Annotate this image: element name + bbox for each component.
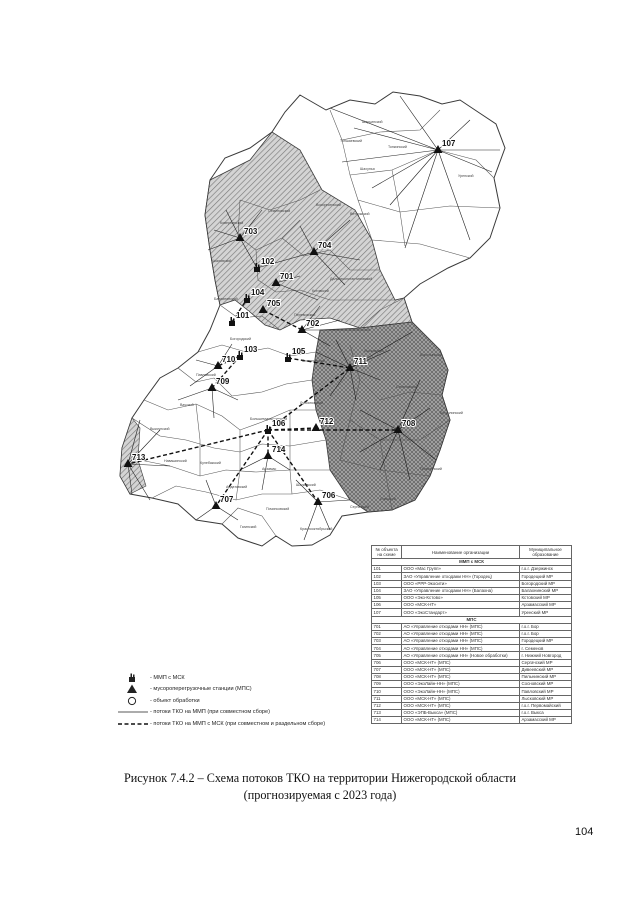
district-label: Балахнинский: [214, 297, 238, 301]
cell-organization: АО «Управление отходами НН» (МПС): [402, 645, 520, 652]
facility-label: 706: [322, 491, 336, 500]
district-label: Тонкинский: [388, 145, 407, 149]
cell-municipality: Арзамасский МР: [520, 717, 572, 724]
cell-number: 709: [372, 681, 402, 688]
cell-municipality: г. Семенов: [520, 645, 572, 652]
facility-label: 703: [244, 227, 258, 236]
cell-municipality: Богородский МР: [520, 580, 572, 587]
cell-number: 711: [372, 695, 402, 702]
cell-number: 714: [372, 717, 402, 724]
cell-number: 106: [372, 602, 402, 609]
solid-line-icon: [118, 707, 148, 717]
cell-organization: ООО «ЭкоЛайн-НН» (МПС): [402, 681, 520, 688]
legend-row-ops: [118, 695, 368, 707]
cell-number: 107: [372, 609, 402, 616]
section-title: МПС: [372, 616, 572, 623]
legend-dashed-label: - потоки ТКО на ММП с МСК (при совместном и раздельном сборе): [150, 720, 326, 727]
facility-label: 104: [251, 288, 265, 297]
facility-label: 714: [272, 445, 286, 454]
cell-number: 702: [372, 630, 402, 637]
legend-mmp-label: - ММП с МСК: [150, 674, 185, 681]
facility-label: 710: [222, 355, 236, 364]
legend-mps-label: - мусороперегрузочные станции (МПС): [150, 686, 252, 693]
table-row: [372, 702, 572, 709]
cell-number: 103: [372, 580, 402, 587]
cell-municipality: Арзамасский МР: [520, 602, 572, 609]
cell-municipality: Сосновский МР: [520, 681, 572, 688]
facility-label: 709: [216, 377, 230, 386]
cell-number: 710: [372, 688, 402, 695]
district-label: Навашинский: [164, 459, 187, 463]
facility-label: 106: [272, 419, 286, 428]
cell-organization: ООО «ЭкоСтандарт»: [402, 609, 520, 616]
header-number: № объекта на схеме: [372, 546, 402, 559]
district-label: Выксунский: [150, 427, 170, 431]
district-label: Вачский: [180, 403, 194, 407]
table-row: [372, 652, 572, 659]
district-label: Кстовский: [312, 289, 329, 293]
table-row: [372, 695, 572, 702]
table-row: [372, 688, 572, 695]
cell-number: 701: [372, 623, 402, 630]
district-label: Лукояновский: [300, 401, 323, 405]
cell-municipality: г.о.г. Бор: [520, 623, 572, 630]
cell-number: 101: [372, 566, 402, 573]
legend-row-mmp: [118, 672, 368, 684]
cell-organization: АО «Управление отходами НН» (Новое обработки): [402, 652, 520, 659]
cell-organization: ЗАО «Управление отходами НН» (Городец): [402, 573, 520, 580]
district-label: Ковернинский: [220, 221, 244, 225]
cell-municipality: Сергачский МР: [520, 659, 572, 666]
cell-municipality: Пильнинский МР: [520, 674, 572, 681]
cell-organization: ООО «Эко-Кстово»: [402, 594, 520, 601]
legend-solid-label: - потоки ТКО на ММП (при совместном сборе): [150, 709, 271, 716]
district-label: Арзамас: [262, 467, 277, 471]
cell-municipality: Кстовский МР: [520, 594, 572, 601]
cell-number: 104: [372, 587, 402, 594]
cell-number: 708: [372, 674, 402, 681]
cell-organization: ООО «ЭПБ-Выкса» (МПС): [402, 709, 520, 716]
organizations-table: [371, 545, 572, 724]
district-label: Богородский: [230, 337, 251, 341]
cell-number: 713: [372, 709, 402, 716]
district-label: Лысковский: [364, 349, 384, 353]
cell-organization: ООО «МСК-НТ»: [402, 602, 520, 609]
table-row: [372, 666, 572, 673]
legend-row-mps: [118, 684, 368, 696]
cell-number: 105: [372, 594, 402, 601]
cell-municipality: Дивеевский МР: [520, 666, 572, 673]
cell-municipality: Лысковский МР: [520, 695, 572, 702]
cell-municipality: Городецкий МР: [520, 573, 572, 580]
district-label: Кулебакский: [200, 461, 221, 465]
district-label: Уренский: [458, 174, 474, 178]
table-row: [372, 681, 572, 688]
mps-icon: [118, 684, 148, 694]
cell-number: 102: [372, 573, 402, 580]
organizations-table-wrap: [371, 545, 571, 724]
table-row: [372, 645, 572, 652]
district-label: Бутурлинский: [440, 411, 463, 415]
district-label: Ардатовский: [226, 485, 248, 489]
table-row: [372, 602, 572, 609]
facility-label: 705: [267, 299, 281, 308]
district-label: Шарьинский: [362, 120, 383, 124]
cell-organization: АО «Управление отходами НН» (МПС): [402, 623, 520, 630]
cell-municipality: г.о.г. Выкса: [520, 709, 572, 716]
table-section-row: [372, 616, 572, 623]
facility-label: 708: [402, 419, 416, 428]
cell-number: 704: [372, 645, 402, 652]
cell-organization: ООО «Мас Групп»: [402, 566, 520, 573]
table-row: [372, 638, 572, 645]
district-label: Павловский: [196, 373, 216, 377]
cell-organization: ООО «МСК-НТ» (МПС): [402, 717, 520, 724]
figure-caption: Рисунок 7.4.2 – Схема потоков ТКО на территории Нижегородской области: [123, 771, 517, 785]
dashed-line-icon: [118, 719, 148, 729]
district-label: Починковский: [266, 507, 290, 511]
table-row: [372, 659, 572, 666]
cell-organization: АО «Управление отходами НН» (МПС): [402, 638, 520, 645]
cell-number: 707: [372, 666, 402, 673]
facility-label: 711: [354, 357, 367, 366]
legend-row-solid: [118, 707, 368, 719]
table-section-row: [372, 559, 572, 566]
cell-organization: ООО «МСК-НТ» (МПС): [402, 659, 520, 666]
district-label: Перевозский: [294, 313, 316, 317]
district-label: Семёновский: [268, 209, 291, 213]
legend-row-dashed: [118, 718, 368, 730]
district-label: Тоншаевский: [340, 139, 363, 143]
facility-label: 701: [280, 272, 294, 281]
cell-number: 703: [372, 638, 402, 645]
district-label: Шатковский: [296, 483, 316, 487]
treatment-facility-icon: [118, 696, 148, 706]
cell-municipality: г. Нижний Новгород: [520, 652, 572, 659]
district-label: Воротынский: [420, 353, 442, 357]
section-title: ММП с МСК: [372, 559, 572, 566]
district-label: Дальнеконстантиновский: [330, 277, 373, 281]
table-header-row: [372, 546, 572, 559]
table-row: [372, 573, 572, 580]
facility-label: 101: [236, 311, 250, 320]
facility-label: 707: [220, 495, 234, 504]
cell-organization: ООО «МСК-НТ» (МПС): [402, 666, 520, 673]
cell-municipality: г.о.г. Бор: [520, 630, 572, 637]
cell-municipality: Павловский МР: [520, 688, 572, 695]
facility-label: 712: [320, 417, 334, 426]
legend-ops-label: - объект обработки: [150, 697, 200, 704]
cell-municipality: г.о.г. Первомайский: [520, 702, 572, 709]
page-number: 104: [575, 826, 594, 838]
map-legend: [118, 672, 368, 730]
cell-organization: ООО «МСК-НТ» (МПС): [402, 674, 520, 681]
cell-number: 712: [372, 702, 402, 709]
table-row: [372, 587, 572, 594]
table-row: [372, 630, 572, 637]
cell-organization: ООО «МСК-НТ» (МПС): [402, 695, 520, 702]
cell-organization: ООО «ЭкоЛайн-НН» (МПС): [402, 688, 520, 695]
cell-number: 705: [372, 652, 402, 659]
facility-label: 704: [318, 241, 332, 250]
table-row: [372, 717, 572, 724]
cell-municipality: Городецкий МР: [520, 638, 572, 645]
facility-label: 107: [442, 139, 456, 148]
district-label: Ветлужский: [350, 212, 370, 216]
district-label: Сеченовский: [396, 385, 418, 389]
district-label: Княгининский: [302, 359, 325, 363]
table-row: [372, 566, 572, 573]
district-label: Спасский: [380, 497, 396, 501]
table-row: [372, 674, 572, 681]
table-row: [372, 623, 572, 630]
cell-organization: ООО «РРР-Экосити»: [402, 580, 520, 587]
district-label: Краснооктябрьский: [300, 527, 333, 531]
district-label: Большемурашкинский: [250, 417, 288, 421]
district-label: Шахунья: [360, 167, 375, 171]
facility-label: 103: [244, 345, 258, 354]
facility-label: 102: [261, 257, 275, 266]
cell-organization: АО «Управление отходами НН» (МПС): [402, 630, 520, 637]
district-label: Чкаловский: [212, 259, 232, 263]
cell-municipality: Уренский МР: [520, 609, 572, 616]
mmp-icon: [118, 673, 148, 683]
facility-label: 105: [292, 347, 306, 356]
table-row: [372, 594, 572, 601]
cell-organization: ООО «МСК-НТ» (МПС): [402, 702, 520, 709]
facility-label: 713: [132, 453, 146, 462]
table-row: [372, 709, 572, 716]
cell-organization: ЗАО «Управление отходами НН» (Балахна): [402, 587, 520, 594]
figure-caption-subtitle: (прогнозируемая с 2023 года): [243, 788, 397, 802]
cell-municipality: Балахнинский МР: [520, 587, 572, 594]
district-label: Сергачский: [350, 505, 370, 509]
header-organization: Наименование организации: [402, 546, 520, 559]
table-row: [372, 580, 572, 587]
district-label: Воскресенский: [316, 203, 341, 207]
header-municipality: Муниципальное образование: [520, 546, 572, 559]
cell-municipality: г.о.г. Дзержинск: [520, 566, 572, 573]
district-label: Пильнинский: [420, 467, 442, 471]
facility-label: 702: [306, 319, 320, 328]
table-row: [372, 609, 572, 616]
cell-number: 706: [372, 659, 402, 666]
district-label: Гагинский: [240, 525, 257, 529]
